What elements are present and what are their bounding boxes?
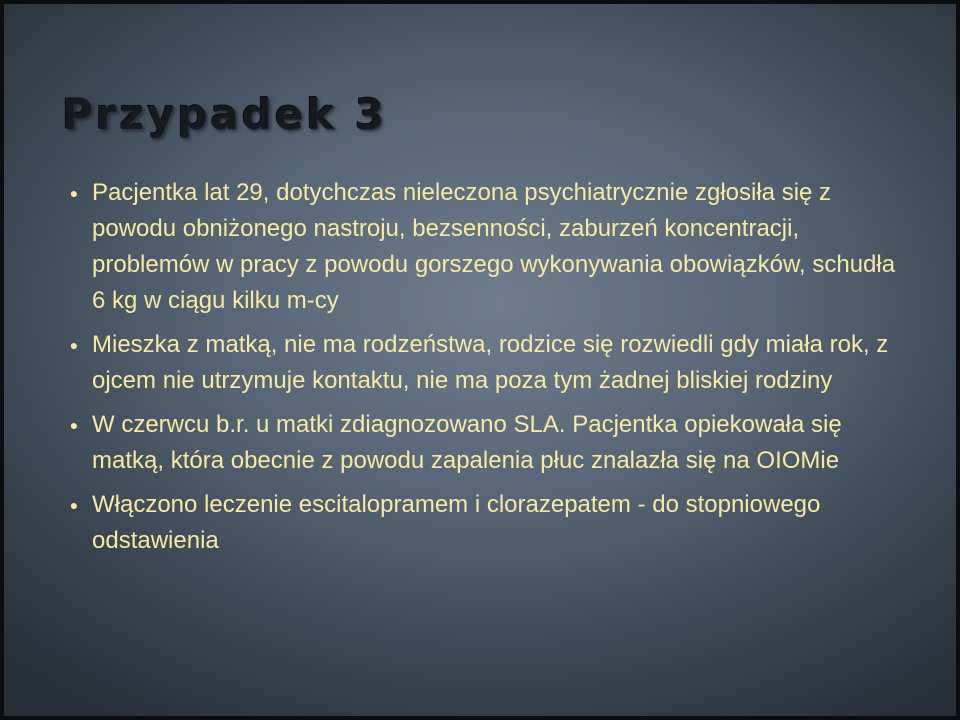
bullet-text: W czerwcu b.r. u matki zdiagnozowano SLA. Pacjentka opiekowała się matką, która obecnie z powodu zapalenia płuc znalazła się na OIOMie	[92, 411, 842, 474]
bullet-item-4	[69, 487, 912, 559]
bullet-text: Mieszka z matką, nie ma rodzeństwa, rodzice się rozwiedli gdy miała rok, z ojcem nie utrzymuje kontaktu, nie ma poza tym żadnej bliskiej rodziny	[92, 331, 889, 394]
bullet-dot-icon: ●	[69, 185, 79, 201]
bullet-item-1	[69, 175, 912, 319]
slide-title: Przypadek 3	[62, 90, 388, 139]
bullet-item-2	[69, 327, 912, 399]
bullet-text: Włączono leczenie escitalopramem i clorazepatem - do stopniowego odstawienia	[92, 491, 821, 554]
bullet-item-3	[69, 407, 912, 479]
bullet-list	[69, 175, 912, 567]
bullet-dot-icon: ●	[69, 337, 79, 353]
bullet-text: Pacjentka lat 29, dotychczas nieleczona psychiatrycznie zgłosiła się z powodu obniżonego nastroju, bezsenności, zaburzeń koncentracji, problemów w pracy z powodu gorszego wykonywania obowiązków, schudła 6 kg w ciągu kilku m-cy	[92, 179, 896, 314]
bullet-dot-icon: ●	[69, 497, 79, 513]
bullet-dot-icon: ●	[69, 417, 79, 433]
